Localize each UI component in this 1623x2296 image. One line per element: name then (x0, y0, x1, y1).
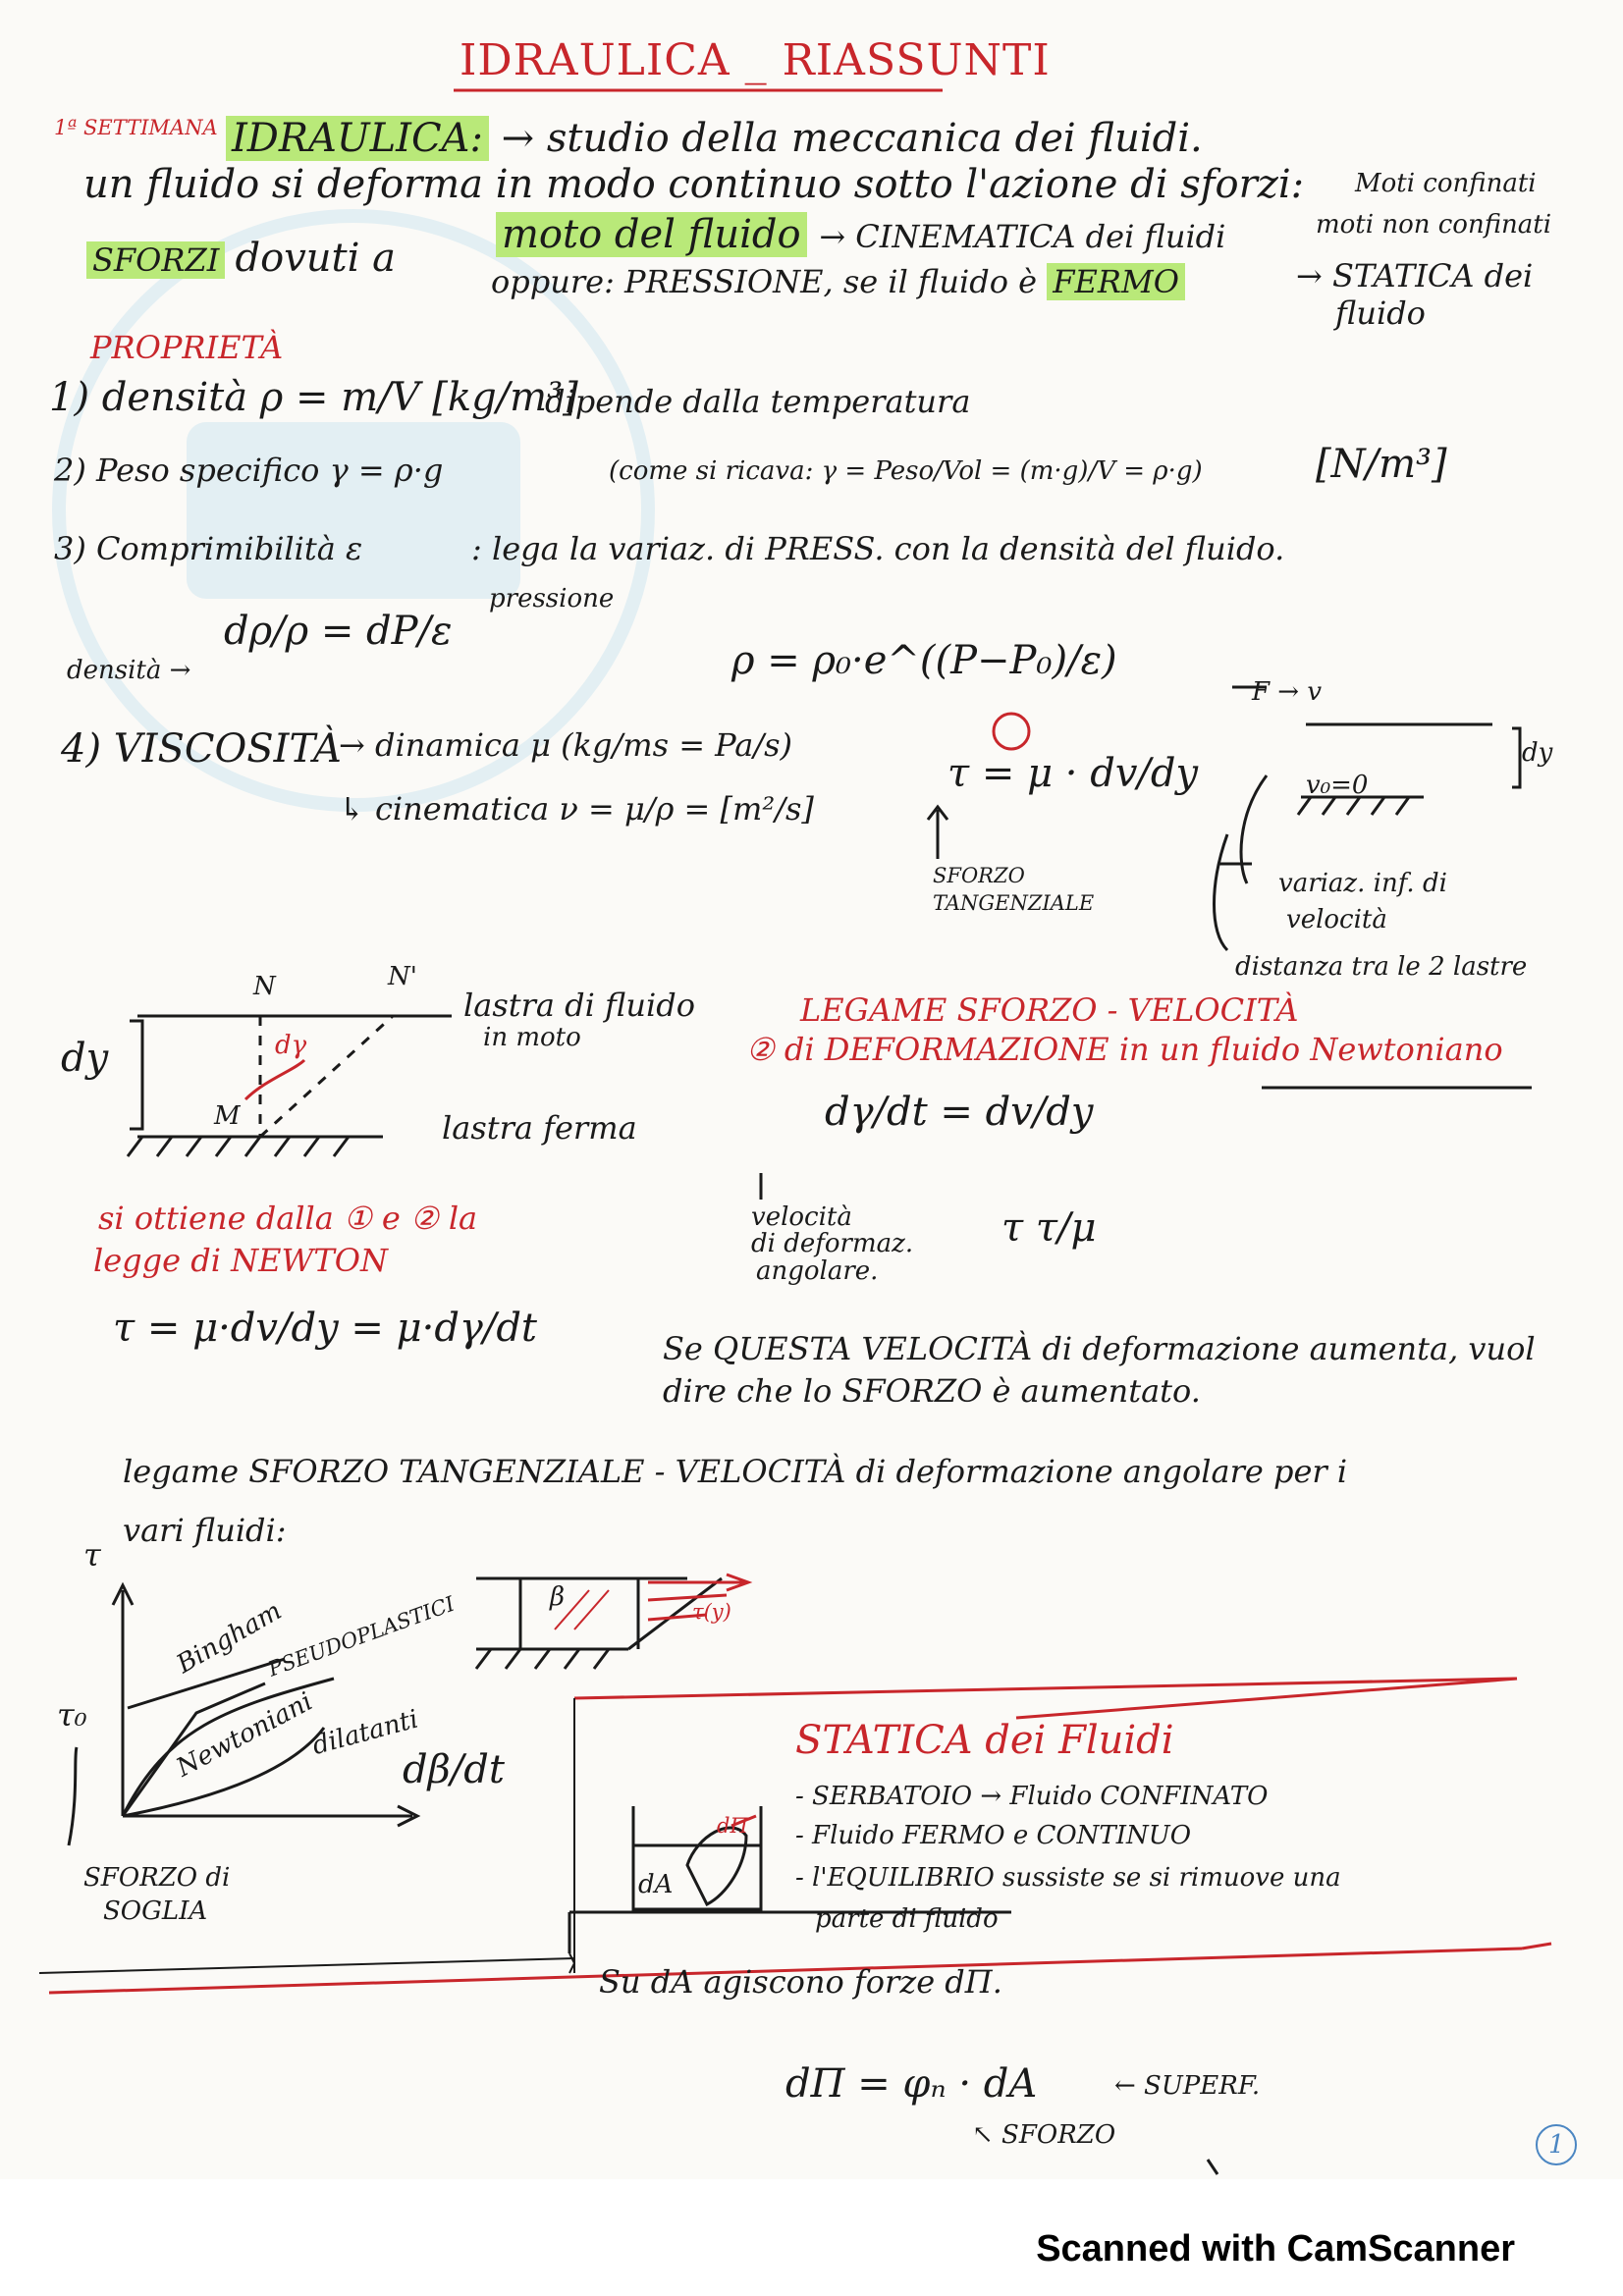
statica-dei: → STATICA dei (1296, 257, 1534, 294)
curve-pseudoplastici: PSEUDOPLASTICI (265, 1591, 459, 1682)
intro-line2: un fluido si deforma in modo continuo sotto l'azione di sforzi: (83, 162, 1305, 207)
newton-eq: τ = μ·dv/dy = μ·dγ/dt (113, 1306, 537, 1351)
label-v0: v₀=0 (1306, 771, 1369, 800)
prop-comprimibilita: 3) Comprimibilità ε (54, 530, 363, 567)
fluidi-line2: vari fluidi: (123, 1512, 287, 1549)
prop-densita: 1) densità ρ = m/V [kg/m³] (49, 375, 578, 420)
page-title: IDRAULICA _ RIASSUNTI (460, 35, 1051, 85)
viscosita-dinamica: → dinamica μ (kg/ms = Pa/s) (339, 726, 793, 764)
newton-line1: si ottiene dalla ① e ② la (98, 1200, 478, 1237)
viscosita-cinematica: ↳ cinematica ν = μ/ρ = [m²/s] (339, 790, 814, 828)
tau-mu: τ τ/μ (1001, 1205, 1097, 1251)
variaz-1: variaz. inf. di (1278, 869, 1447, 898)
proprieta-heading: PROPRIETÀ (90, 329, 284, 366)
label-mu: M (214, 1101, 241, 1131)
sforzo-tangenziale-2: TANGENZIALE (933, 891, 1095, 915)
statica-b3: - l'EQUILIBRIO sussiste se si rimuove una (795, 1863, 1341, 1893)
label-dpi-small: dΠ (717, 1814, 748, 1838)
page-number: 1 (1548, 2130, 1565, 2160)
label-fv: F → v (1252, 677, 1323, 707)
sforzi-label: SFORZI (86, 241, 225, 279)
moto-fluido: moto del fluido (496, 212, 807, 257)
label-pressione: pressione (489, 584, 615, 614)
statica-fluido: fluido (1335, 294, 1426, 332)
prop-viscosita: 4) VISCOSITÀ (61, 726, 342, 772)
eq-rho: ρ = ρ₀·e^((P−P₀)/ε) (731, 638, 1117, 683)
statica-eq: dΠ = φₙ · dA (785, 2061, 1038, 2107)
distanza-lastre: distanza tra le 2 lastre (1235, 952, 1528, 982)
idraulica-term: IDRAULICA: (226, 116, 489, 161)
label-dy-right: dy (1522, 738, 1553, 768)
statica-superf: ← SUPERF. (1114, 2071, 1261, 2101)
label-n: N (253, 972, 276, 1001)
prop-comprimibilita-note: : lega la variaz. di PRESS. con la densità del fluido. (471, 530, 1285, 567)
variaz-2: velocità (1286, 905, 1387, 934)
axis-tau0: τ₀ (57, 1696, 87, 1734)
label-tau-y: τ(y) (692, 1600, 731, 1624)
curve-bingham: Bingham (172, 1596, 287, 1680)
camscanner-footer: Scanned with CamScanner (1036, 2228, 1515, 2269)
oppure-pressione: oppure: PRESSIONE, se il fluido è (491, 263, 1038, 300)
label-dy-left: dy (61, 1036, 109, 1081)
cinematica-fluidi: → CINEMATICA dei fluidi (819, 218, 1226, 255)
soglia-1: SFORZO di (83, 1863, 231, 1893)
newton-note-1: Se QUESTA VELOCITÀ di deformazione aumenta, vuol (663, 1330, 1536, 1367)
moti-confinati: Moti confinati (1355, 169, 1537, 198)
statica-b2: - Fluido FERMO e CONTINUO (795, 1821, 1192, 1850)
statica-title: STATICA dei Fluidi (795, 1718, 1174, 1763)
idraulica-def: → studio della meccanica dei fluidi. (501, 116, 1203, 161)
prop-peso-unit: [N/m³] (1316, 442, 1447, 487)
fluidi-line1: legame SFORZO TANGENZIALE - VELOCITÀ di deformazione angolare per i (123, 1453, 1348, 1490)
label-n1: N' (388, 962, 417, 991)
velocita-2: di deformaz. (751, 1229, 914, 1258)
label-densita-arrow: densità → (67, 656, 191, 685)
label-beta: β (550, 1582, 566, 1612)
newton-note-2: dire che lo SFORZO è aumentato. (663, 1372, 1201, 1410)
newton-line2: legge di NEWTON (93, 1242, 388, 1279)
sforzo-tangenziale-1: SFORZO (933, 864, 1025, 887)
label-da: dA (638, 1870, 674, 1899)
label-dgamma: dγ (275, 1031, 307, 1060)
statica-su-da: Su dA agiscono forze dΠ. (599, 1963, 1002, 2001)
curve-newtoniani: Newtoniani (172, 1686, 318, 1784)
lastra-moto-2: in moto (483, 1023, 581, 1052)
prop-peso: 2) Peso specifico γ = ρ·g (54, 452, 444, 489)
axis-dbdt: dβ/dt (403, 1747, 505, 1792)
dovuti-a: dovuti a (235, 236, 396, 281)
moti-non-confinati: moti non confinati (1316, 210, 1552, 240)
prop-densita-note: dipende dalla temperatura (545, 383, 971, 420)
week-label: 1ª SETTIMANA (54, 116, 218, 139)
soglia-2: SOGLIA (103, 1896, 208, 1926)
eq-comprimibilita: dρ/ρ = dP/ε (224, 609, 453, 654)
lastra-ferma: lastra ferma (442, 1109, 637, 1147)
statica-sforzo: ↖ SFORZO (972, 2120, 1116, 2150)
legame-title-1: LEGAME SFORZO - VELOCITÀ (800, 991, 1299, 1029)
fermo-label: FERMO (1047, 263, 1185, 300)
velocita-1: velocità (751, 1202, 852, 1232)
curve-dilatanti: dilatanti (309, 1704, 422, 1761)
axis-tau: τ (83, 1536, 101, 1574)
lastra-moto-1: lastra di fluido (463, 987, 695, 1024)
legame-title-2: ② di DEFORMAZIONE in un fluido Newtoniano (746, 1031, 1503, 1068)
legame-eq: dγ/dt = dv/dy (825, 1090, 1094, 1135)
statica-b1: - SERBATOIO → Fluido CONFINATO (795, 1782, 1269, 1811)
eq-tau: τ = μ · dv/dy (947, 751, 1199, 796)
statica-b4: parte di fluido (815, 1904, 999, 1934)
velocita-3: angolare. (756, 1256, 879, 1286)
prop-peso-note: (come si ricava: γ = Peso/Vol = (m·g)/V = ρ·g) (609, 456, 1203, 486)
